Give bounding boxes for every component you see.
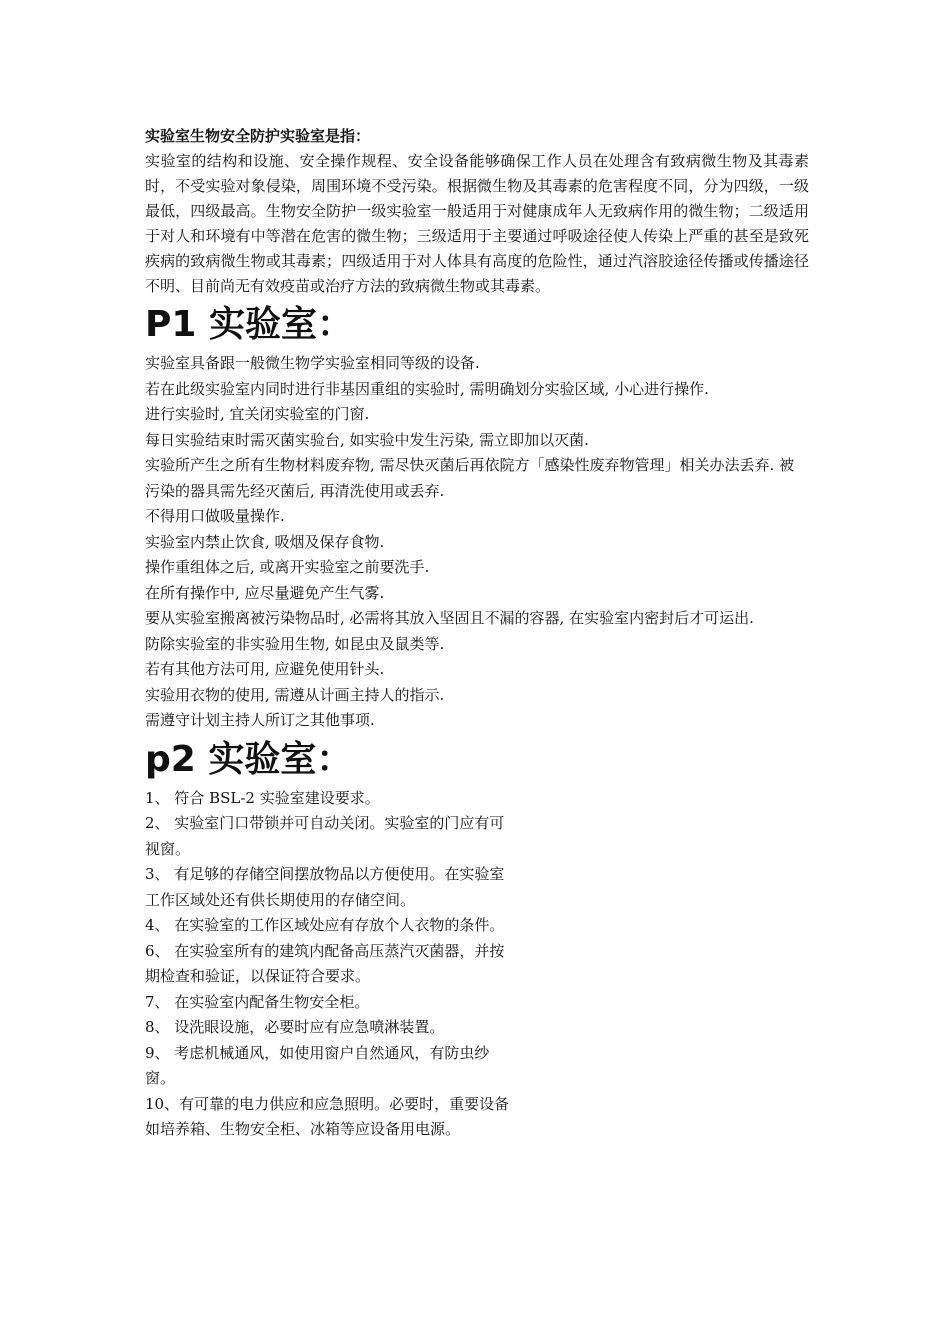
p1-rule-item: 若在此级实验室内同时进行非基因重组的实验时, 需明确划分实验区域, 小心进行操作.	[145, 379, 709, 398]
p1-rule-item: 需遵守计划主持人所订之其他事项.	[145, 711, 375, 729]
p2-requirement-item: 2、 实验室门口带锁并可自动关闭。实验室的门应有可视窗。	[145, 814, 505, 858]
p1-rule-item: 要从实验室搬离被污染物品时, 必需将其放入坚固且不漏的容器, 在实验室内密封后才可运出.	[145, 609, 754, 627]
p2-requirement-item: 8、 设洗眼设施，必要时应有应急喷淋装置。	[145, 1018, 445, 1036]
p1-rule-item: 实验室内禁止饮食, 吸烟及保存食物.	[145, 532, 385, 551]
p1-rule-item: 若有其他方法可用, 应避免使用针头.	[145, 660, 385, 678]
p2-requirement-item: 10、有可靠的电力供应和应急照明。必要时，重要设备如培养箱、生物安全柜、冰箱等应设备用电源。	[145, 1094, 510, 1138]
p2-section-title: p2 实验室：	[145, 738, 353, 780]
p1-rule-item: 进行实验时, 宜关闭实验室的门窗.	[145, 405, 370, 423]
p1-rule-item: 每日实验结束时需灭菌实验台, 如实验中发生污染, 需立即加以灭菌.	[145, 430, 589, 449]
p1-rule-item: 实验室具备跟一般微生物学实验室相同等级的设备.	[145, 354, 480, 372]
p2-requirement-item: 9、 考虑机械通风，如使用窗户自然通风，有防虫纱窗。	[145, 1043, 490, 1087]
p2-requirement-item: 3、 有足够的存储空间摆放物品以方便使用。在实验室工作区域处还有供长期使用的存储空间。	[145, 865, 505, 909]
p1-rule-item: 操作重组体之后, 或离开实验室之前要洗手.	[145, 558, 430, 576]
p2-requirement-item: 7、 在实验室内配备生物安全柜。	[145, 992, 370, 1011]
p2-requirement-item: 6、 在实验室所有的建筑内配备高压蒸汽灭菌器，并按期检查和验证，以保证符合要求。	[145, 941, 505, 985]
p1-rule-item: 防除实验室的非实验用生物, 如昆虫及鼠类等.	[145, 634, 445, 653]
p1-rule-item: 实验所产生之所有生物材料废弃物, 需尽快灭菌后再依院方「感染性废弃物管理」相关办法丢弃. 被污染的器具需先经灭菌后, 再清洗使用或丢弃.	[145, 456, 795, 500]
p1-rule-item: 不得用口做吸量操作.	[145, 507, 285, 525]
intro-title: 实验室生物安全防护实验室是指：	[145, 127, 371, 145]
p1-section-title: P1 实验室：	[145, 304, 353, 345]
p2-requirements-list	[145, 786, 517, 1143]
p2-requirement-item: 4、 在实验室的工作区域处应有存放个人衣物的条件。	[145, 916, 505, 934]
p2-requirement-item: 1、 符合 BSL-2 实验室建设要求。	[145, 788, 380, 807]
document-page	[145, 124, 815, 1143]
p1-rule-item: 实验用衣物的使用, 需遵从计画主持人的指示.	[145, 685, 445, 704]
intro-paragraph: 实验室的结构和设施、安全操作规程、安全设备能够确保工作人员在处理含有致病微生物及其毒素时，不受实验对象侵染，周围环境不受污染。根据微生物及其毒素的危害程度不同，分为四级，一级最低，四级最高。生物安全防护一级实验室一般适用于对健康成年人无致病作用的微生物；二级适用于对人和环境有中等潜在危害的微生物；三级适用于主要通过呼吸途径使人传染上严重的甚至是致死疾病的致病微生物或其毒素；四级适用于对人体具有高度的危险性，通过汽溶胶途径传播或传播途径不明、目前尚无有效疫苗或治疗方法的致病微生物或其毒素。	[145, 152, 809, 295]
p1-rules-list	[145, 351, 809, 734]
p1-rule-item: 在所有操作中, 应尽量避免产生气雾.	[145, 583, 385, 602]
